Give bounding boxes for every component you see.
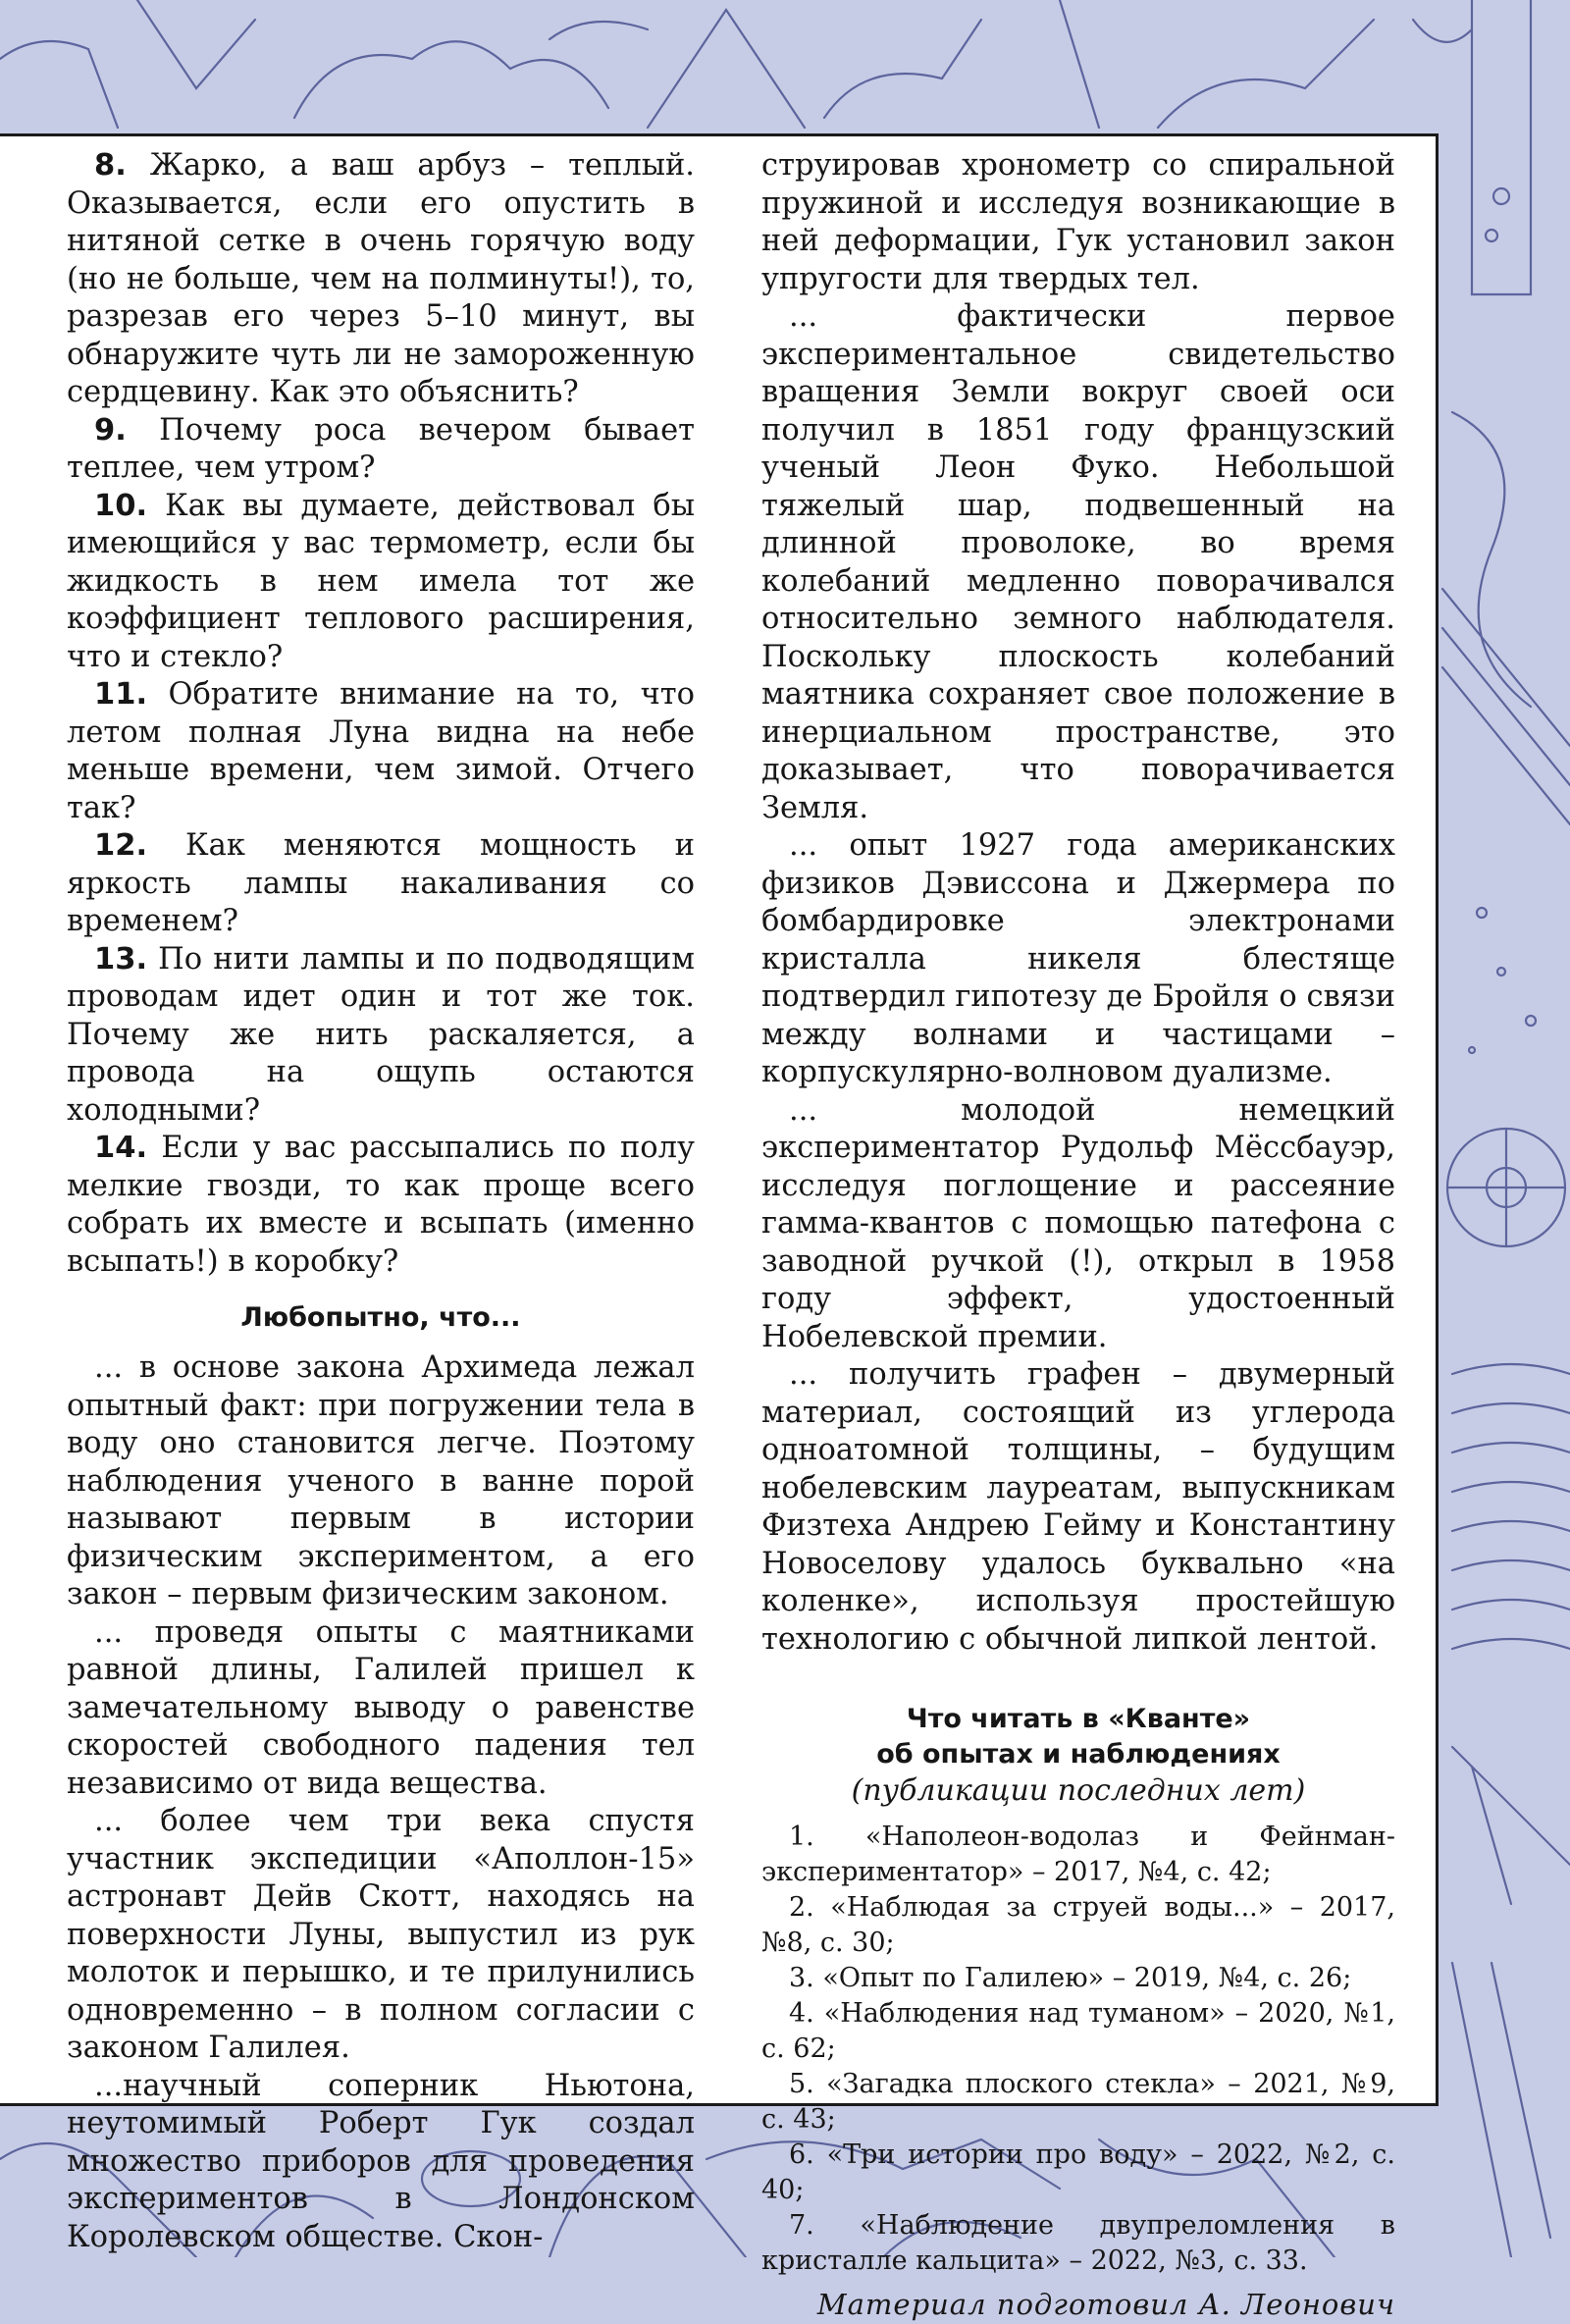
question-13 — [67, 941, 695, 1131]
question-text: Почему роса вечером бывает теплее, чем утром? — [67, 412, 695, 485]
right-column — [761, 147, 1395, 2324]
reading-item: 1. «Наполеон-водолаз и Фейнман-экспериментатор» – 2017, №4, с. 42; — [761, 1822, 1395, 1887]
question-12 — [67, 827, 695, 941]
spring-sketch — [1452, 1364, 1570, 1374]
reading-heading-line: об опытах и наблюдениях — [876, 1739, 1281, 1769]
question-text: Как меняются мощность и яркость лампы накаливания со временем? — [67, 828, 695, 938]
question-11 — [67, 676, 695, 827]
question-number: 13. — [94, 941, 148, 977]
question-text: Жарко, а ваш арбуз – теплый. Оказывается, если его опустить в нитяной сетке в очень горячую воду (но не больше, чем на полминуты!), то, разрезав его через 5–10 минут, вы обнаружите чуть ли не замороженную сердцевину. Как это объяснить? — [67, 148, 696, 409]
question-14 — [67, 1130, 695, 1281]
test-tube-sketch — [1472, 0, 1531, 294]
question-number: 12. — [94, 828, 148, 863]
author-credit: Материал подготовил А. Леонович — [816, 2288, 1395, 2321]
reading-item: 3. «Опыт по Галилею» – 2019, №4, с. 26; — [789, 1963, 1352, 1993]
curious-paragraph: ... опыт 1927 года американских физиков Дэвиссона и Джермера по бомбардировке электронами кристалла никеля блестяще подтвердил гипотезу де Бройля о связи между волнами и частицами – корпускулярно-волновом дуализме. — [761, 828, 1395, 1089]
reading-item: 6. «Три истории про воду» – 2022, №2, с. 40; — [761, 2139, 1395, 2205]
reading-subheading: (публикации последних лет) — [851, 1773, 1306, 1808]
question-number: 14. — [94, 1131, 148, 1165]
reading-heading-line: Что читать в «Кванте» — [906, 1704, 1251, 1734]
reading-heading — [761, 1702, 1395, 1772]
curious-paragraph: ... получить графен – двумерный материал, состоящий из углерода одноатомной толщины, – будущим нобелевским лауреатам, выпускникам Физтеха Андрею Гейму и Константину Новоселову удалось буквально «на коленке», используя простейшую технологию с обычной липкой лентой. — [761, 1357, 1395, 1657]
reading-item: 7. «Наблюдение двупреломления в кристалле кальцита» – 2022, №3, с. 33. — [761, 2210, 1395, 2276]
question-8 — [67, 147, 695, 412]
question-number: 10. — [94, 488, 148, 523]
left-column — [67, 147, 695, 2256]
question-text: Если у вас рассыпались по полу мелкие гвозди, то как проще всего собрать их вместе и всыпать (именно всыпать!) в коробку? — [67, 1131, 695, 1279]
reading-item: 2. «Наблюдая за струей воды...» – 2017, №8, с. 30; — [761, 1892, 1395, 1958]
curious-paragraph: ... более чем три века спустя участник экспедиции «Аполлон-15» астронавт Дейв Скотт, находясь на поверхности Луны, выпустил из рук молоток и перышко, и те прилунились одновременно – в полном согласии с законом Галилея. — [67, 1804, 695, 2065]
curious-continuation: струировав хронометр со спиральной пружиной и исследуя возникающие в ней деформации, Гук установил закон упругости для твердых тел. — [761, 148, 1395, 296]
question-9 — [67, 412, 695, 488]
cloud-sketch — [1158, 20, 1374, 128]
question-text: По нити лампы и по подводящим проводам идет один и тот же ток. Почему же нить раскаляется, а провода на ощупь остаются холодными? — [67, 941, 695, 1128]
book-sketch — [0, 41, 118, 128]
reading-item: 5. «Загадка плоского стекла» – 2021, №9, с. 43; — [761, 2069, 1395, 2135]
curious-paragraph: ...научный соперник Ньютона, неутомимый Роберт Гук создал множество приборов для проведения экспериментов в Лондонском Королевском обществе. Скон- — [67, 2068, 695, 2254]
curious-paragraph: ... молодой немецкий экспериментатор Рудольф Мёссбауэр, исследуя поглощение и рассеяние гамма-квантов с помощью патефона с заводной ручкой (!), открыл в 1958 году эффект, удостоенный Нобелевской премии. — [761, 1092, 1395, 1354]
tree-sketch — [294, 41, 608, 118]
question-number: 9. — [94, 412, 127, 448]
pen-sketch — [1452, 1963, 1511, 2257]
question-text: Обратите внимание на то, что летом полная Луна видна на небе меньше времени, чем зимой. Отчего так? — [67, 677, 695, 825]
question-10 — [67, 488, 695, 677]
curious-heading: Любопытно, что... — [240, 1302, 521, 1333]
curious-paragraph: ... проведя опыты с маятниками равной длины, Галилей пришел к замечательному выводу о равенстве скоростей свободного падения тел независимо от вида вещества. — [67, 1614, 695, 1801]
curious-paragraph: ... в основе закона Архимеда лежал опытный факт: при погружении тела в воду оно становится легче. Поэтому наблюдения ученого в ванне порой называют первым в истории физическим экспериментом, а его закон – первым физическим законом. — [67, 1350, 695, 1611]
reading-item: 4. «Наблюдения над туманом» – 2020, №1, с. 62; — [761, 1998, 1395, 2064]
question-number: 8. — [94, 148, 127, 183]
question-text: Как вы думаете, действовал бы имеющийся у вас термометр, если бы жидкость в нем имела тот же коэффициент теплового расширения, что и стекло? — [67, 488, 695, 674]
leaf-sketch — [1452, 412, 1531, 707]
reading-list — [761, 1820, 1395, 2279]
curious-paragraph: ... фактически первое экспериментальное свидетельство вращения Земли вокруг своей оси получил в 1851 году французский ученый Леон Фуко. Небольшой тяжелый шар, подвешенный на длинной проволоке, во время колебаний медленно поворачивался относительно земного наблюдателя. Поскольку плоскость колебаний маятника сохраняет свое положение в инерциальном пространстве, это доказывает, что поворачивается Земля. — [761, 299, 1395, 825]
question-number: 11. — [94, 677, 148, 712]
